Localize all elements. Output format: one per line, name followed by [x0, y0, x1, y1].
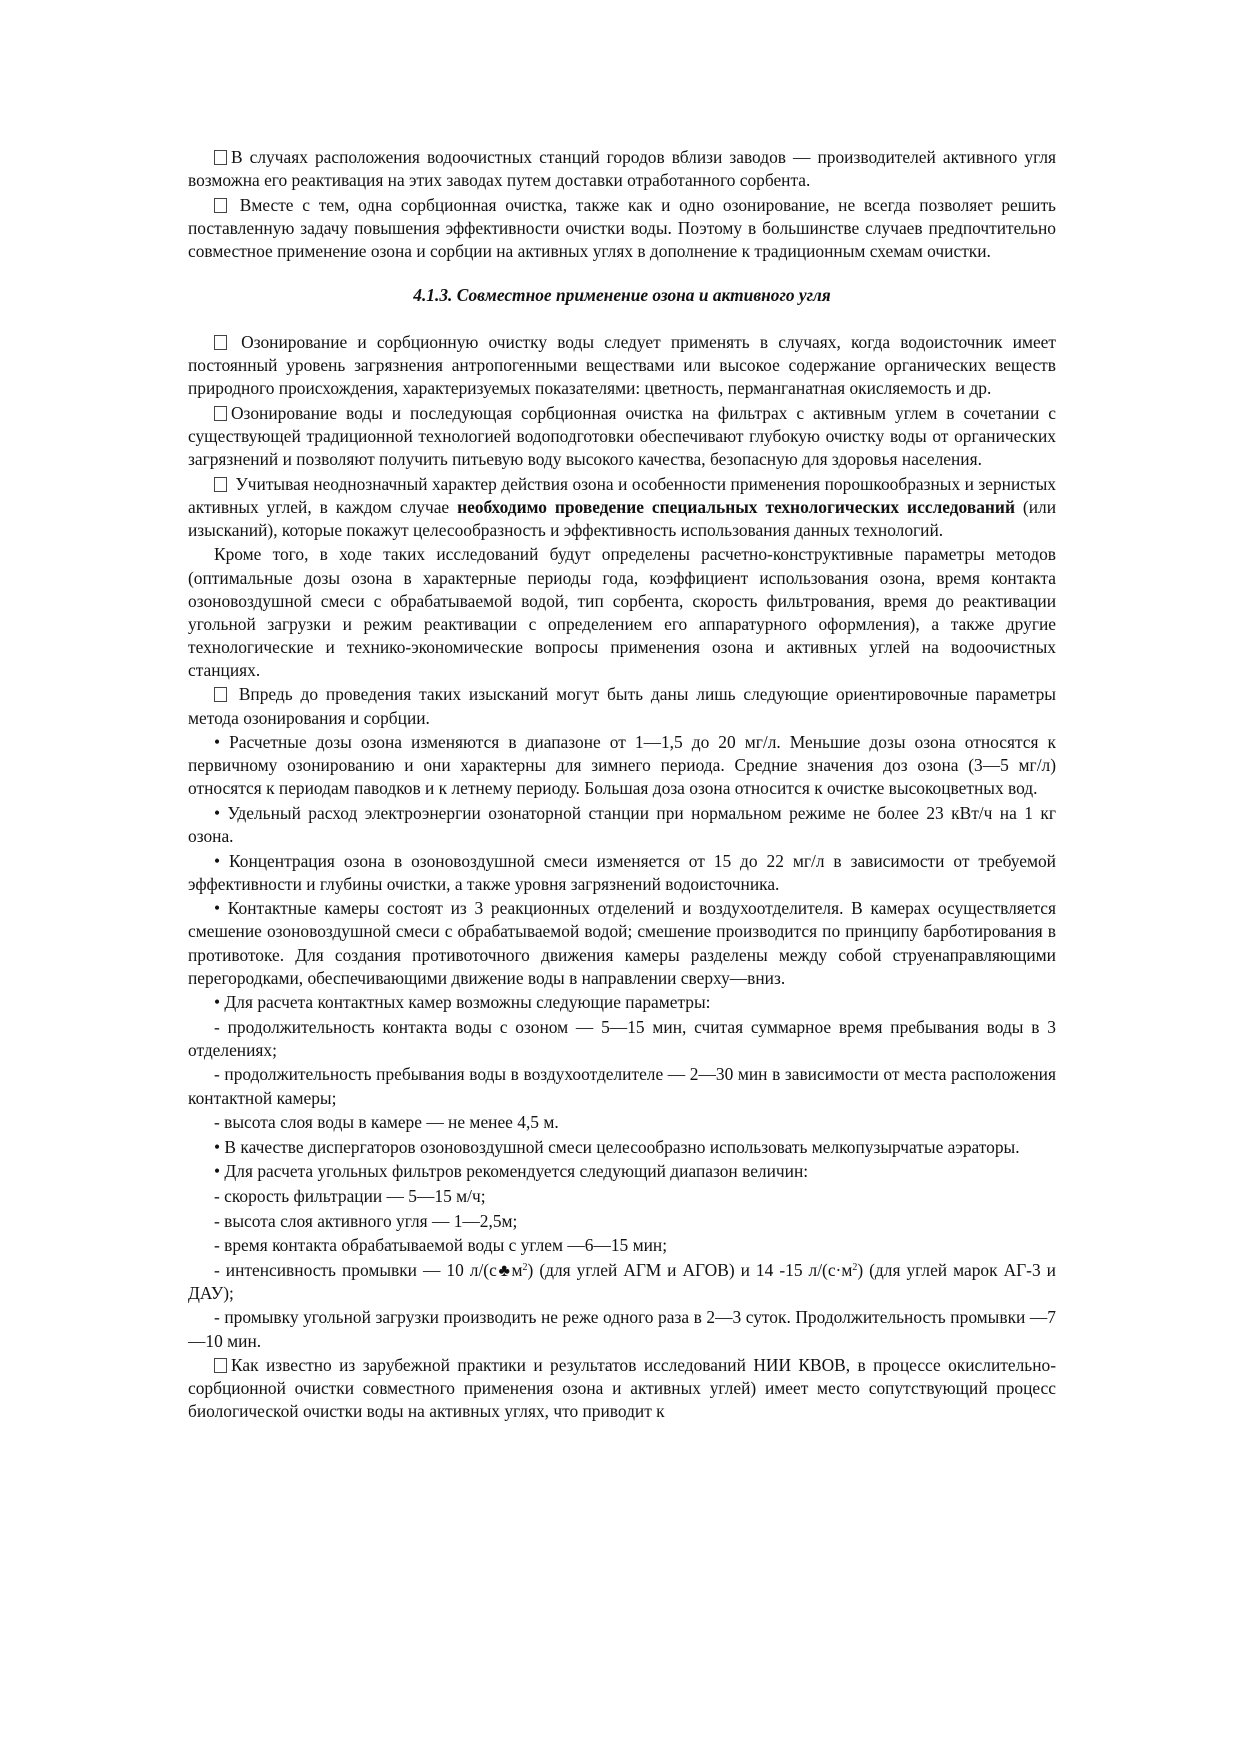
paragraph-combined-need: Вместе с тем, одна сорбционная очистка, также как и одно озонирование, не всегда позволяет решить поставленную задачу повышения эффективности очистки воды. Поэтому в большинстве случаев предпочтительно совместное применение озона и сорбции на активных углях в дополнение к традиционным схемам очистки.: [188, 194, 1056, 261]
dash-wash-intensity: - интенсивность промывки — 10 $л/(с♣м^2)$ (для углей АГМ и АГОВ) и 14 -15 $л/(с\cdot м^2)$ (для углей марок АГ-3 и ДАУ);: [188, 1259, 1056, 1303]
bullet-chamber-calc: • Для расчета контактных камер возможны следующие параметры:: [214, 992, 711, 1013]
bullet-filter-calc: • Для расчета угольных фильтров рекомендуется следующий диапазон величин:: [214, 1161, 809, 1182]
dash-carbon-height: - высота слоя активного угля — 1—2,5м;: [214, 1210, 518, 1231]
bullet-box-icon: [214, 687, 227, 702]
dash-contact-time: - время контакта обрабатываемой воды с углем —6—15 мин;: [214, 1235, 668, 1256]
paragraph-reactivation: В случаях расположения водоочистных станций городов вблизи заводов — производителей активного угля возможна его реактивация на этих заводах путем доставки отработанного сорбента.: [188, 147, 1056, 191]
paragraph-preliminary: Впредь до проведения таких изысканий могут быть даны лишь следующие ориентировочные параметры метода озонирования и сорбции.: [188, 684, 1056, 728]
paragraph-parameters: Кроме того, в ходе таких исследований будут определены расчетно-конструктивные параметры методов (оптимальные дозы озона в характерные периоды года, коэффициент использования озона, время контакта озоновоздушной смеси с обрабатываемой водой, тип сорбента, скорость фильтрования, время до реактивации угольной загрузки и режим реактивации с определением его аппаратурного оформления), а также другие технологические и технико-экономические вопросы применения озона и активных углей на водоочистных станциях.: [188, 544, 1056, 680]
dash-filter-speed: - скорость фильтрации — 5—15 м/ч;: [214, 1185, 486, 1206]
dash-water-height: - высота слоя воды в камере — не менее 4,5 м.: [214, 1112, 559, 1133]
dash-air-separator: - продолжительность пребывания воды в воздухоотделителе — 2—30 мин в зависимости от места расположения контактной камеры;: [188, 1064, 1056, 1108]
bullet-dispergators: • В качестве диспергаторов озоновоздушной смеси целесообразно использовать мелкопузырчатые аэраторы.: [214, 1136, 1020, 1157]
section-heading: 4.1.3. Совместное применение озона и активного угля: [413, 284, 831, 305]
bullet-contact-chambers: • Контактные камеры состоят из 3 реакционных отделений и воздухоотделителя. В камерах осуществляется смешение озоновоздушной смеси с обрабатываемой водой; смешение производится по принципу барботирования в противотоке. Для создания противоточного движения камеры разделены между собой струенаправляющими перегородками, обеспечивающими движение воды в направлении сверху—вниз.: [188, 898, 1056, 988]
bullet-box-icon: [214, 477, 227, 492]
bullet-ozone-doses: • Расчетные дозы озона изменяются в диапазоне от 1—1,5 до 20 мг/л. Меньшие дозы озона относятся к первичному озонированию и они характерны для зимнего периода. Средние значения доз озона (3—5 мг/л) относятся к периодам паводков и к летнему периоду. Большая доза озона относится к очистке высокоцветных вод.: [188, 732, 1056, 799]
bullet-box-icon: [214, 335, 227, 350]
bullet-box-icon: [214, 406, 227, 421]
emphasis-research: необходимо проведение специальных технологических исследований: [457, 496, 1015, 517]
bullet-box-icon: [214, 150, 227, 165]
dash-wash-frequency: - промывку угольной загрузки производить не реже одного раза в 2—3 суток. Продолжительность промывки —7—10 мин.: [188, 1307, 1056, 1351]
document-page: [188, 146, 1056, 1423]
paragraph-biological: Как известно из зарубежной практики и результатов исследований НИИ КВОВ, в процессе окислительно-сорбционной очистки совместного применения озона и активных углей) имеет место сопутствующий процесс биологической очистки воды на активных углях, что приводит к: [188, 1355, 1056, 1422]
bullet-concentration: • Концентрация озона в озоновоздушной смеси изменяется от 15 до 22 мг/л в зависимости от требуемой эффективности и глубины очистки, а также уровня загрязнений водоисточника.: [188, 850, 1056, 894]
paragraph-ozone-sorption: Озонирование и сорбционную очистку воды следует применять в случаях, когда водоисточник имеет постоянный уровень загрязнения антропогенными веществами или высокое содержание органических веществ природного происхождения, характеризуемых показателями: цветность, перманганатная окисляемость и др.: [188, 332, 1056, 399]
paragraph-research-need: Учитывая неоднозначный характер действия озона и особенности применения порошкообразных и зернистых активных углей, в каждом случае необходимо проведение специальных технологических исследований (или изысканий), которые покажут целесообразность и эффективность использования данных технологий.: [188, 473, 1056, 540]
bullet-box-icon: [214, 1358, 227, 1373]
bullet-energy: • Удельный расход электроэнергии озонаторной станции при нормальном режиме не более 23 кВт/ч на 1 кг озона.: [188, 802, 1056, 847]
dash-contact-duration: - продолжительность контакта воды с озоном — 5—15 мин, считая суммарное время пребывания воды в 3 отделениях;: [188, 1016, 1056, 1060]
bullet-box-icon: [214, 198, 227, 213]
paragraph-ozonation-water: Озонирование воды и последующая сорбционная очистка на фильтрах с активным углем в сочетании с существующей традиционной технологией водоподготовки обеспечивают глубокую очистку воды от органических загрязнений и позволяют получить питьевую воду высокого качества, безопасную для здоровья населения.: [188, 402, 1056, 470]
